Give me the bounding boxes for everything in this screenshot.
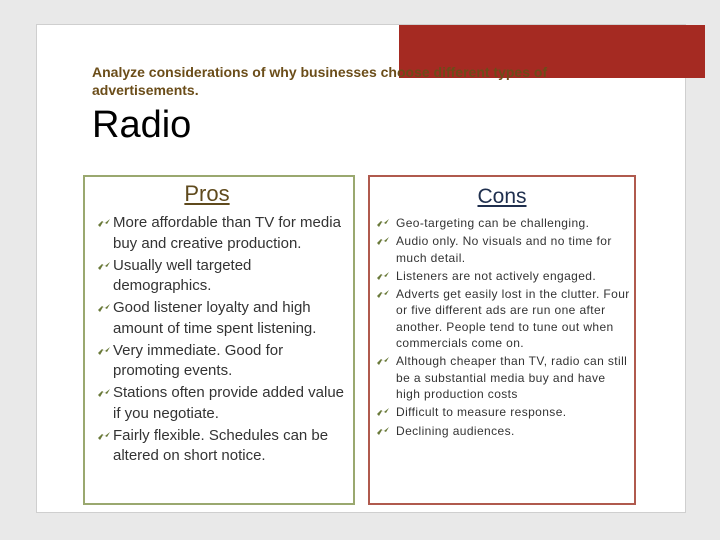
cons-item (370, 423, 636, 439)
cons-item-text: Difficult to measure response. (396, 405, 567, 420)
pros-item-text: Very immediate. Good for promoting events. (113, 341, 284, 379)
cons-list (370, 215, 636, 441)
pros-panel (83, 175, 355, 505)
ribbon-bullet-icon (376, 236, 390, 246)
pros-heading: Pros (184, 181, 230, 206)
ribbon-bullet-icon (97, 431, 111, 441)
pros-item (85, 213, 355, 254)
cons-item (370, 215, 636, 231)
slide-title: Radio (92, 104, 192, 146)
pros-item-text: Good listener loyalty and high amount of time spent listening. (113, 299, 317, 337)
cons-item-text: Although cheaper than TV, radio can still be a substantial media buy and have high production costs (396, 354, 628, 401)
pros-item-text: More affordable than TV for media buy and creative production. (113, 214, 341, 252)
ribbon-bullet-icon (97, 346, 111, 356)
ribbon-bullet-icon (97, 303, 111, 313)
cons-item-text: Adverts get easily lost in the clutter. Four or five different ads are run one after another. People tend to tune out when commercials come on. (396, 287, 630, 351)
cons-item (370, 353, 636, 402)
pros-item-text: Usually well targeted demographics. (113, 256, 252, 294)
cons-item (370, 268, 636, 284)
ribbon-bullet-icon (376, 271, 390, 281)
cons-item-text: Audio only. No visuals and no time for much detail. (396, 234, 612, 265)
ribbon-bullet-icon (97, 261, 111, 271)
cons-item-text: Declining audiences. (396, 423, 515, 438)
pros-item (85, 298, 355, 339)
cons-item-text: Geo-targeting can be challenging. (396, 216, 590, 230)
cons-item (370, 286, 636, 351)
ribbon-bullet-icon (376, 407, 390, 417)
pros-item-text: Fairly flexible. Schedules can be altered on short notice. (113, 426, 329, 464)
cons-panel (368, 175, 636, 505)
pros-item (85, 383, 355, 424)
cons-item (370, 233, 636, 266)
ribbon-bullet-icon (376, 356, 390, 366)
ribbon-bullet-icon (97, 388, 111, 398)
ribbon-bullet-icon (97, 218, 111, 228)
ribbon-bullet-icon (376, 218, 390, 228)
slide-subtitle: Analyze considerations of why businesses choose different types of advertisements. (92, 64, 548, 98)
cons-item-text: Listeners are not actively engaged. (396, 268, 597, 283)
pros-item (85, 341, 355, 382)
pros-list (85, 213, 355, 468)
cons-item (370, 404, 636, 420)
pros-item-text: Stations often provide added value if you negotiate. (113, 384, 344, 422)
ribbon-bullet-icon (376, 426, 390, 436)
pros-item (85, 426, 355, 467)
cons-heading: Cons (477, 185, 527, 208)
pros-item (85, 256, 355, 297)
ribbon-bullet-icon (376, 289, 390, 299)
